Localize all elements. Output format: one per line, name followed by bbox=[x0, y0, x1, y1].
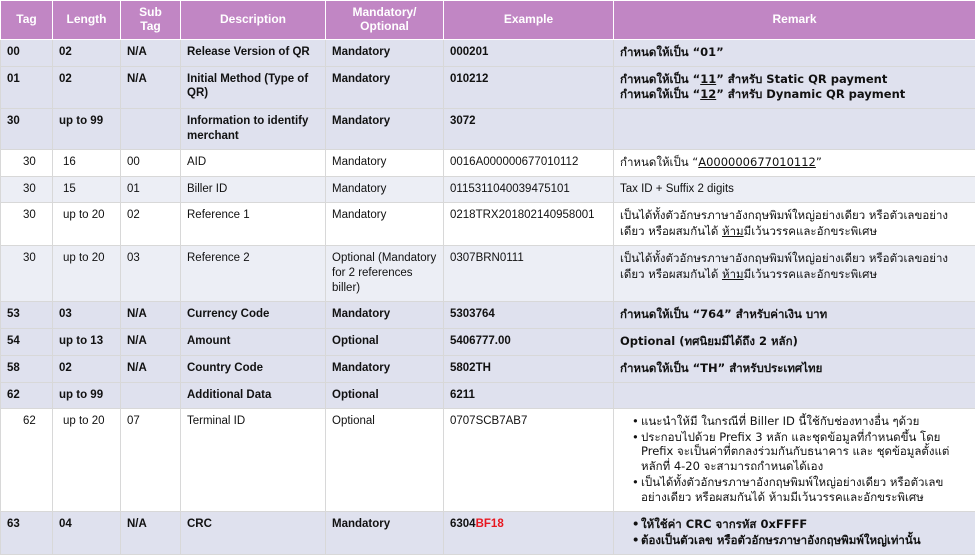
table-row bbox=[1, 177, 975, 203]
cell-remark: • ให้ใช้ค่า CRC จากรหัส 0xFFFF • ต้องเป็นตัวเลข หรือตัวอักษรภาษาอังกฤษพิมพ์ใหญ่เท่านั้น bbox=[614, 512, 975, 555]
cell-length: 04 bbox=[53, 512, 121, 555]
column-header-example: Example bbox=[444, 1, 614, 40]
cell-sub-tag: N/A bbox=[121, 512, 181, 555]
cell-mandatory-optional: Mandatory bbox=[326, 39, 444, 66]
cell-sub-tag: N/A bbox=[121, 66, 181, 109]
cell-remark: Tax ID + Suffix 2 digits bbox=[614, 177, 975, 203]
cell-tag: 00 bbox=[1, 39, 53, 66]
cell-sub-tag bbox=[121, 382, 181, 408]
cell-length: up to 13 bbox=[53, 328, 121, 355]
cell-description: AID bbox=[181, 150, 326, 177]
column-header-mandatory-optional bbox=[326, 1, 444, 40]
cell-example: 0707SCB7AB7 bbox=[444, 408, 614, 512]
cell-example: 6211 bbox=[444, 382, 614, 408]
cell-tag: 30 bbox=[1, 177, 53, 203]
cell-length: 03 bbox=[53, 301, 121, 328]
cell-mandatory-optional: Optional bbox=[326, 328, 444, 355]
table-row bbox=[1, 39, 975, 66]
cell-description: Additional Data bbox=[181, 382, 326, 408]
cell-mandatory-optional: Mandatory bbox=[326, 203, 444, 246]
column-header-remark: Remark bbox=[614, 1, 975, 40]
cell-mandatory-optional: Optional bbox=[326, 408, 444, 512]
cell-remark bbox=[614, 109, 975, 150]
table-row bbox=[1, 109, 975, 150]
cell-mandatory-optional: Mandatory bbox=[326, 66, 444, 109]
column-header-mandatory-line1: Mandatory/ bbox=[352, 5, 417, 19]
cell-length: 02 bbox=[53, 66, 121, 109]
table-row bbox=[1, 512, 975, 555]
cell-length: 15 bbox=[53, 177, 121, 203]
cell-description: Country Code bbox=[181, 355, 326, 382]
column-header-sub-tag-line1: Sub bbox=[139, 5, 162, 19]
cell-mandatory-optional: Mandatory bbox=[326, 177, 444, 203]
cell-length: up to 99 bbox=[53, 109, 121, 150]
column-header-sub-tag bbox=[121, 1, 181, 40]
table-header bbox=[1, 1, 975, 40]
cell-tag: 30 bbox=[1, 150, 53, 177]
cell-length: up to 99 bbox=[53, 382, 121, 408]
cell-description: Amount bbox=[181, 328, 326, 355]
cell-tag: 30 bbox=[1, 109, 53, 150]
cell-sub-tag: 03 bbox=[121, 246, 181, 302]
cell-description: Terminal ID bbox=[181, 408, 326, 512]
cell-description: CRC bbox=[181, 512, 326, 555]
cell-tag: 63 bbox=[1, 512, 53, 555]
table-row bbox=[1, 408, 975, 512]
cell-remark: กำหนดให้เป็น “11” สำหรับ Static QR payment กำหนดให้เป็น “12” สำหรับ Dynamic QR payment bbox=[614, 66, 975, 109]
cell-sub-tag: N/A bbox=[121, 301, 181, 328]
column-header-tag: Tag bbox=[1, 1, 53, 40]
table-row bbox=[1, 301, 975, 328]
cell-example: 5303764 bbox=[444, 301, 614, 328]
cell-tag: 54 bbox=[1, 328, 53, 355]
table-body bbox=[1, 39, 975, 555]
cell-length: 02 bbox=[53, 39, 121, 66]
cell-sub-tag: 02 bbox=[121, 203, 181, 246]
cell-remark bbox=[614, 382, 975, 408]
table-row bbox=[1, 150, 975, 177]
cell-example: 3072 bbox=[444, 109, 614, 150]
cell-mandatory-optional: Mandatory bbox=[326, 355, 444, 382]
table-row bbox=[1, 328, 975, 355]
cell-length: 16 bbox=[53, 150, 121, 177]
cell-mandatory-optional: Mandatory bbox=[326, 109, 444, 150]
cell-mandatory-optional: Mandatory bbox=[326, 512, 444, 555]
cell-tag: 62 bbox=[1, 408, 53, 512]
cell-example: 0307BRN0111 bbox=[444, 246, 614, 302]
cell-tag: 62 bbox=[1, 382, 53, 408]
cell-remark: กำหนดให้เป็น “A000000677010112” bbox=[614, 150, 975, 177]
cell-mandatory-optional: Optional bbox=[326, 382, 444, 408]
cell-sub-tag: 00 bbox=[121, 150, 181, 177]
cell-description: Biller ID bbox=[181, 177, 326, 203]
cell-description: Reference 1 bbox=[181, 203, 326, 246]
cell-remark: • แนะนำให้มี ในกรณีที่ Biller ID นี้ใช้กับช่องทางอื่น ๆด้วย • ประกอบไปด้วย Prefix 3 หลัก และชุดข้อมูลที่กำหนดขึ้น โดย Prefix จะเป็นค่าที่ตกลงร่วมกันกับธนาคาร และ ชุดข้อมูลตั้งแต่หลักที่ 4-20 จะสามารถกำหนดได้เอง • เป็นได้ทั้งตัวอักษรภาษาอังกฤษพิมพ์ใหญ่อย่างเดียว หรือตัวเลขอย่างเดียว หรือผสมกันได้ ห้ามมีเว้นวรรคและอักขระพิเศษ bbox=[614, 408, 975, 512]
column-header-sub-tag-line2: Tag bbox=[140, 18, 161, 33]
table-row bbox=[1, 66, 975, 109]
cell-mandatory-optional: Mandatory bbox=[326, 150, 444, 177]
cell-remark: เป็นได้ทั้งตัวอักษรภาษาอังกฤษพิมพ์ใหญ่อย่างเดียว หรือตัวเลขอย่างเดียว หรือผสมกันได้ ห้ามมีเว้นวรรคและอักขระพิเศษ bbox=[614, 246, 975, 302]
cell-length: up to 20 bbox=[53, 246, 121, 302]
cell-length: 02 bbox=[53, 355, 121, 382]
cell-example: 5802TH bbox=[444, 355, 614, 382]
table-row bbox=[1, 246, 975, 302]
cell-length: up to 20 bbox=[53, 408, 121, 512]
cell-sub-tag: 01 bbox=[121, 177, 181, 203]
cell-example: 0016A000000677010112 bbox=[444, 150, 614, 177]
cell-example: 6304BF18 bbox=[444, 512, 614, 555]
cell-tag: 30 bbox=[1, 246, 53, 302]
cell-remark: กำหนดให้เป็น “TH” สำหรับประเทศไทย bbox=[614, 355, 975, 382]
table-row bbox=[1, 203, 975, 246]
table-row bbox=[1, 382, 975, 408]
cell-description: Reference 2 bbox=[181, 246, 326, 302]
cell-sub-tag: 07 bbox=[121, 408, 181, 512]
cell-remark: เป็นได้ทั้งตัวอักษรภาษาอังกฤษพิมพ์ใหญ่อย่างเดียว หรือตัวเลขอย่างเดียว หรือผสมกันได้ ห้ามมีเว้นวรรคและอักขระพิเศษ bbox=[614, 203, 975, 246]
cell-tag: 30 bbox=[1, 203, 53, 246]
cell-tag: 53 bbox=[1, 301, 53, 328]
cell-sub-tag: N/A bbox=[121, 39, 181, 66]
cell-description: Initial Method (Type of QR) bbox=[181, 66, 326, 109]
column-header-mandatory-line2: Optional bbox=[360, 18, 409, 33]
cell-tag: 58 bbox=[1, 355, 53, 382]
table-header-row bbox=[1, 1, 975, 40]
cell-remark: กำหนดให้เป็น “01” bbox=[614, 39, 975, 66]
cell-sub-tag bbox=[121, 109, 181, 150]
cell-length: up to 20 bbox=[53, 203, 121, 246]
cell-example: 0115311040039475101 bbox=[444, 177, 614, 203]
cell-tag: 01 bbox=[1, 66, 53, 109]
cell-example: 010212 bbox=[444, 66, 614, 109]
cell-description: Information to identify merchant bbox=[181, 109, 326, 150]
cell-example: 0218TRX201802140958001 bbox=[444, 203, 614, 246]
cell-mandatory-optional: Optional (Mandatory for 2 references biller) bbox=[326, 246, 444, 302]
column-header-length: Length bbox=[53, 1, 121, 40]
cell-example: 5406777.00 bbox=[444, 328, 614, 355]
cell-mandatory-optional: Mandatory bbox=[326, 301, 444, 328]
column-header-description: Description bbox=[181, 1, 326, 40]
table-row bbox=[1, 355, 975, 382]
cell-description: Currency Code bbox=[181, 301, 326, 328]
cell-remark: กำหนดให้เป็น “764” สำหรับค่าเงิน บาท bbox=[614, 301, 975, 328]
cell-sub-tag: N/A bbox=[121, 328, 181, 355]
cell-description: Release Version of QR bbox=[181, 39, 326, 66]
cell-remark: Optional (ทศนิยมมีได้ถึง 2 หลัก) bbox=[614, 328, 975, 355]
cell-sub-tag: N/A bbox=[121, 355, 181, 382]
cell-example: 000201 bbox=[444, 39, 614, 66]
